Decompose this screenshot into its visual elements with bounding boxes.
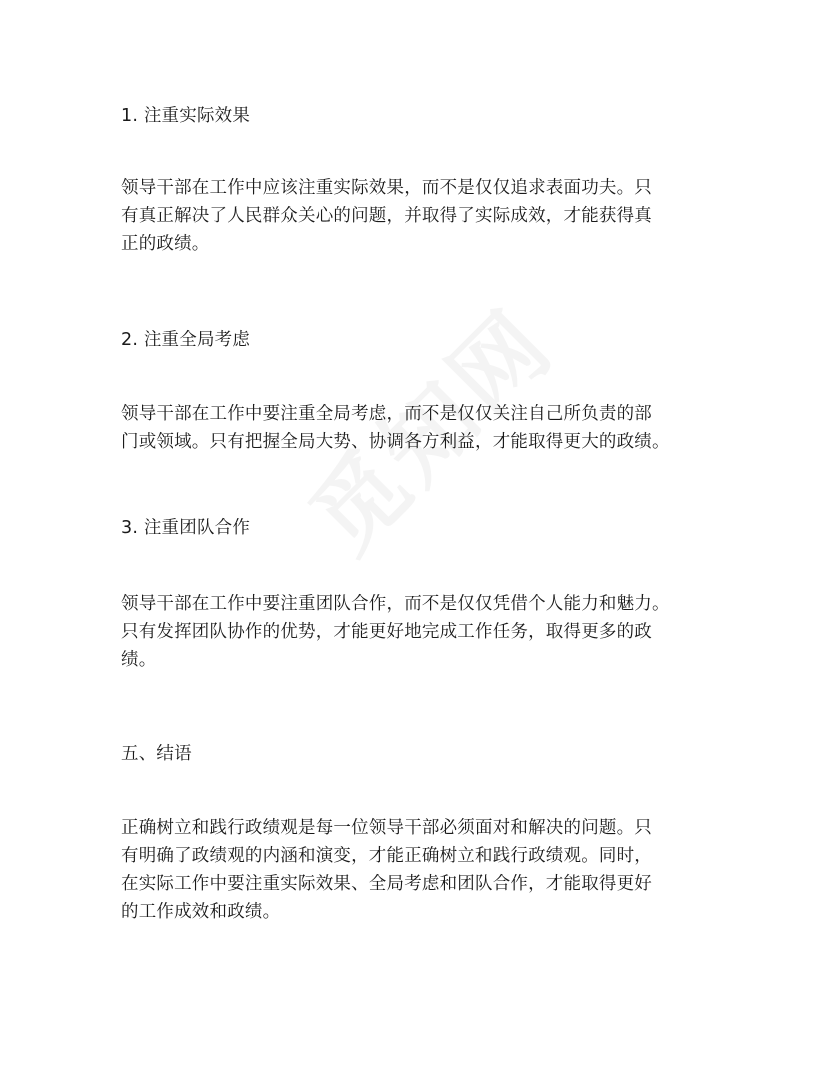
paragraph-line: 门或领域。只有把握全局大势、协调各方利益，才能取得更大的政绩。 [121, 432, 670, 452]
paragraph-line: 在实际工作中要注重实际效果、全局考虑和团队合作，才能取得更好 [121, 874, 652, 894]
section-heading-1: 1. 注重实际效果 [121, 106, 251, 126]
paragraph-line: 正的政绩。 [121, 234, 210, 254]
paragraph-line: 绩。 [121, 650, 157, 670]
paragraph-line: 有真正解决了人民群众关心的问题，并取得了实际成效，才能获得真 [121, 206, 652, 226]
paragraph-line: 正确树立和践行政绩观是每一位领导干部必须面对和解决的问题。只 [121, 818, 652, 838]
section-heading-2: 2. 注重全局考虑 [121, 330, 251, 350]
paragraph-line: 领导干部在工作中应该注重实际效果，而不是仅仅追求表面功夫。只 [121, 178, 652, 198]
section-paragraph-2 [121, 400, 721, 456]
paragraph-line: 领导干部在工作中要注重全局考虑，而不是仅仅关注自己所负责的部 [121, 404, 652, 424]
paragraph-line: 只有发挥团队协作的优势，才能更好地完成工作任务，取得更多的政 [121, 622, 652, 642]
paragraph-line: 领导干部在工作中要注重团队合作，而不是仅仅凭借个人能力和魅力。 [121, 594, 670, 614]
section-paragraph-3 [121, 590, 721, 674]
section-heading-conclusion: 五、结语 [121, 744, 192, 764]
paragraph-line: 的工作成效和政绩。 [121, 902, 281, 922]
section-heading-3: 3. 注重团队合作 [121, 518, 251, 538]
section-paragraph-1 [121, 174, 721, 258]
paragraph-line: 有明确了政绩观的内涵和演变，才能正确树立和践行政绩观。同时， [121, 846, 652, 866]
section-paragraph-conclusion [121, 814, 721, 926]
